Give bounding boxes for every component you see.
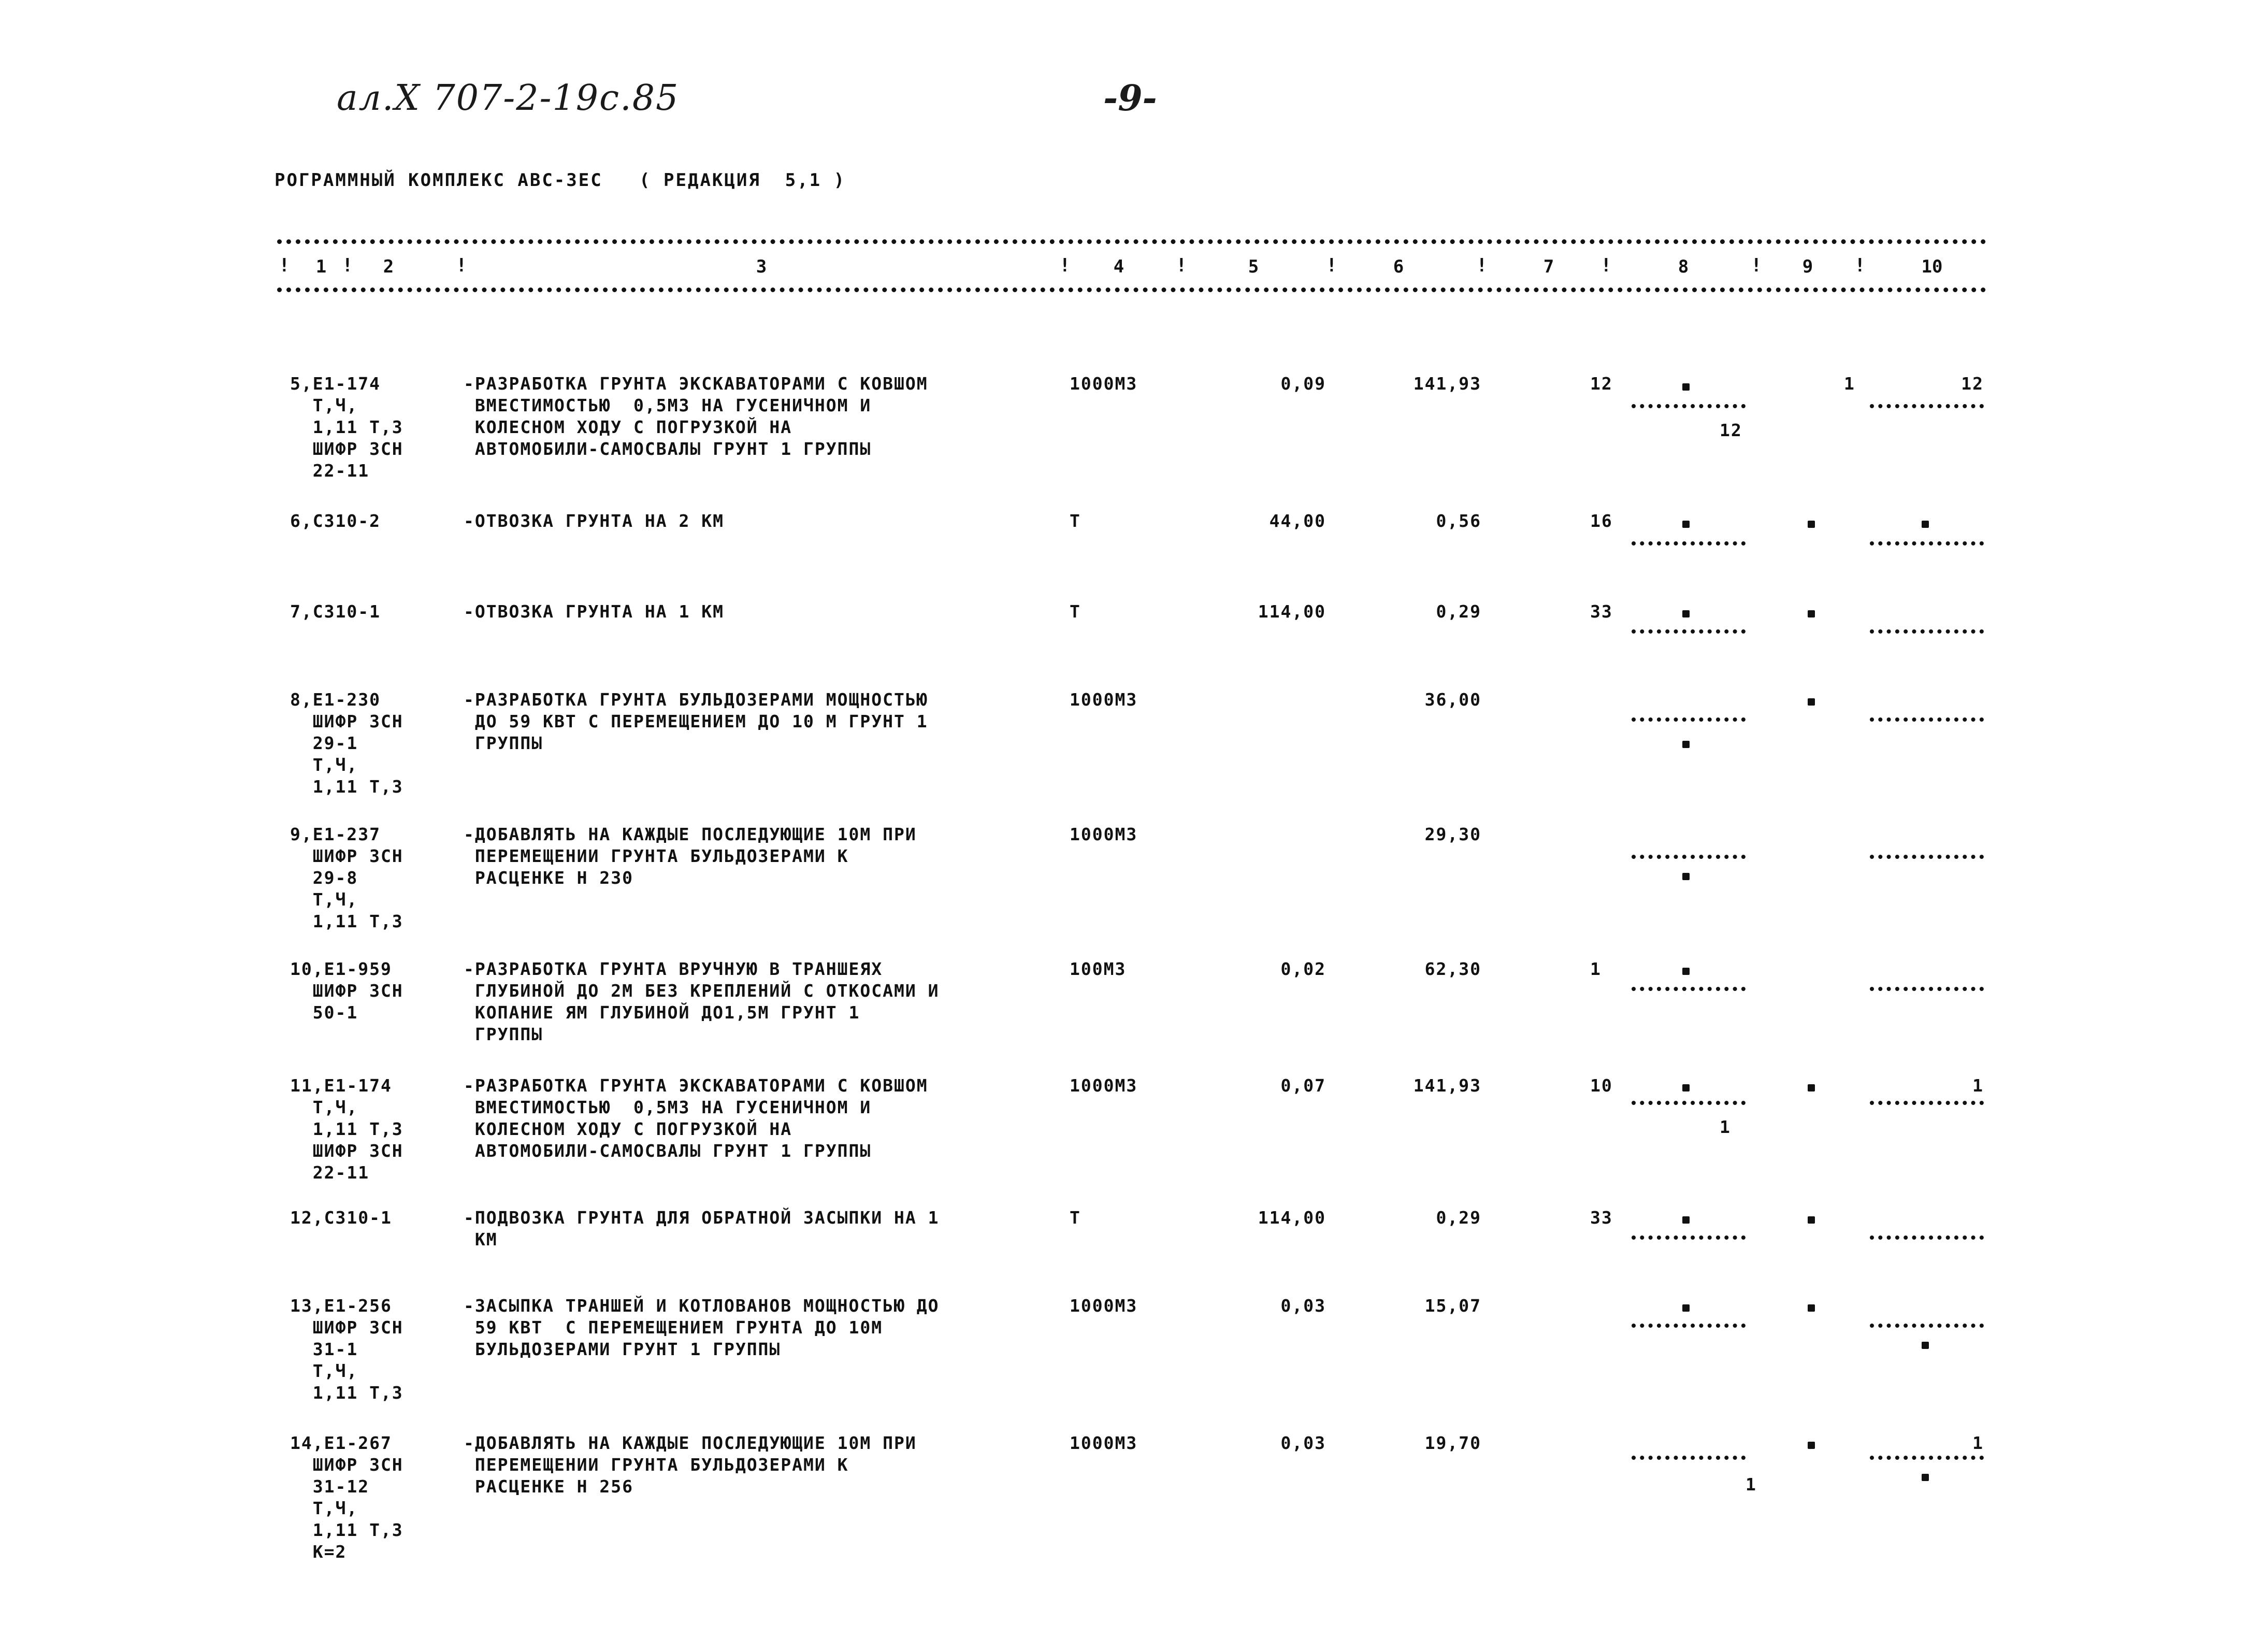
row-code: 6,С310-2 <box>290 511 381 531</box>
header-separator: ! <box>1600 255 1612 276</box>
row-description: -ПОДВОЗКА ГРУНТА ДЛЯ ОБРАТНОЙ ЗАСЫПКИ НА 1 КМ <box>464 1208 940 1249</box>
row-description: -РАЗРАБОТКА ГРУНТА ВРУЧНУЮ В ТРАНШЕЯХ ГЛУБИНОЙ ДО 2М БЕЗ КРЕПЛЕНИЙ С ОТКОСАМИ И КОПАНИЕ ЯМ ГЛУБИНОЙ ДО1,5М ГРУНТ 1 ГРУППЫ <box>464 959 940 1044</box>
header-separator: ! <box>456 255 467 276</box>
row-quantity: 44,00 <box>1269 511 1326 531</box>
header-col-2: 2 <box>383 256 394 277</box>
row-quantity: 0,07 <box>1280 1075 1326 1096</box>
row-col8: 1 <box>1590 959 1602 979</box>
row-description: -ДОБАВЛЯТЬ НА КАЖДЫЕ ПОСЛЕДУЮЩИЕ 10М ПРИ ПЕРЕМЕЩЕНИИ ГРУНТА БУЛЬДОЗЕРАМИ К РАСЦЕНКЕ Н 256 <box>464 1433 917 1497</box>
dot-mark <box>1808 1442 1815 1449</box>
dot-mark <box>1682 968 1690 975</box>
dotted-separator <box>1632 404 1746 408</box>
row-unit: 1000М3 <box>1070 824 1138 844</box>
dot-mark <box>1682 1304 1690 1312</box>
dotted-separator <box>1870 1236 1984 1240</box>
row-price: 29,30 <box>1424 824 1481 844</box>
dot-mark <box>1808 610 1815 617</box>
header-col-3: 3 <box>756 256 767 277</box>
row-description: -ОТВОЗКА ГРУНТА НА 1 КМ <box>464 601 724 622</box>
row-price: 141,93 <box>1413 374 1481 394</box>
row-code: 14,Е1-267 ШИФР 3СН 31-12 Т,Ч, 1,11 Т,3 К=2 <box>290 1433 403 1562</box>
dot-mark <box>1808 698 1815 706</box>
row-unit: 1000М3 <box>1070 1075 1138 1096</box>
dotted-separator <box>1632 1324 1746 1328</box>
dotted-separator <box>1870 855 1984 859</box>
program-title: РОГРАММНЫЙ КОМПЛЕКС АВС-3ЕС ( РЕДАКЦИЯ 5,1 ) <box>275 170 846 191</box>
dot-mark <box>1922 1342 1929 1349</box>
dot-mark <box>1808 1084 1815 1091</box>
row-unit: Т <box>1070 1208 1081 1228</box>
row-code: 13,Е1-256 ШИФР 3СН 31-1 Т,Ч, 1,11 Т,3 <box>290 1296 403 1403</box>
row-col8-sub: 12 <box>1720 420 1742 440</box>
row-unit: 1000М3 <box>1070 1433 1138 1453</box>
row-col8-sub: 1 <box>1720 1117 1731 1137</box>
dotted-separator <box>1870 1456 1984 1460</box>
dotted-separator <box>1870 1324 1984 1328</box>
row-col8: 33 <box>1590 1208 1613 1228</box>
dot-mark <box>1682 741 1690 748</box>
row-code: 8,Е1-230 ШИФР 3СН 29-1 Т,Ч, 1,11 Т,3 <box>290 689 403 797</box>
row-unit: 100М3 <box>1070 959 1127 979</box>
row-col8: 16 <box>1590 511 1613 531</box>
row-code: 12,С310-1 <box>290 1208 392 1228</box>
row-price: 62,30 <box>1424 959 1481 979</box>
row-description: -РАЗРАБОТКА ГРУНТА ЭКСКАВАТОРАМИ С КОВШОМ ВМЕСТИМОСТЬЮ 0,5М3 НА ГУСЕНИЧНОМ И КОЛЕСНОМ ХОДУ С ПОГРУЗКОЙ НА АВТОМОБИЛИ-САМОСВАЛЫ ГРУНТ 1 ГРУППЫ <box>464 1075 928 1161</box>
row-price: 19,70 <box>1424 1433 1481 1453</box>
table-header-rule <box>277 288 1986 292</box>
dot-mark <box>1682 610 1690 617</box>
row-code: 5,Е1-174 Т,Ч, 1,11 Т,3 ШИФР 3СН 22-11 <box>290 374 403 481</box>
row-price: 36,00 <box>1424 689 1481 710</box>
dotted-separator <box>1870 404 1984 408</box>
dotted-separator <box>1870 629 1984 634</box>
header-separator: ! <box>342 255 353 276</box>
dotted-separator <box>1632 1456 1746 1460</box>
dot-mark <box>1682 873 1690 880</box>
row-col8: 12 <box>1590 374 1613 394</box>
header-separator: ! <box>1476 255 1488 276</box>
dotted-separator <box>1632 1101 1746 1105</box>
header-col-7: 7 <box>1543 256 1554 277</box>
dot-mark <box>1682 1084 1690 1091</box>
dot-mark <box>1682 1216 1690 1224</box>
document-code: ал.X 707-2-19с.85 <box>337 78 680 119</box>
dotted-separator <box>1632 855 1746 859</box>
row-col10: 1 <box>1972 1433 1984 1453</box>
header-separator: ! <box>1176 255 1187 276</box>
dotted-separator <box>1870 1101 1984 1105</box>
dot-mark <box>1682 521 1690 528</box>
header-col-8: 8 <box>1678 256 1689 277</box>
row-col8: 10 <box>1590 1075 1613 1096</box>
row-unit: Т <box>1070 511 1081 531</box>
header-separator: ! <box>1751 255 1762 276</box>
dotted-separator <box>1632 1236 1746 1240</box>
row-col8-sub: 1 <box>1746 1474 1757 1495</box>
row-col10: 1 <box>1972 1075 1984 1096</box>
dotted-separator <box>1632 987 1746 991</box>
dot-mark <box>1682 383 1690 391</box>
page-number: -9- <box>1103 78 1157 119</box>
header-col-1: 1 <box>315 256 327 277</box>
table-top-rule <box>277 239 1986 244</box>
row-quantity: 0,09 <box>1280 374 1326 394</box>
row-price: 15,07 <box>1424 1296 1481 1316</box>
row-description: -РАЗРАБОТКА ГРУНТА БУЛЬДОЗЕРАМИ МОЩНОСТЬЮ ДО 59 КВТ С ПЕРЕМЕЩЕНИЕМ ДО 10 М ГРУНТ 1 ГРУППЫ <box>464 689 928 753</box>
row-code: 7,С310-1 <box>290 601 381 622</box>
row-col8: 33 <box>1590 601 1613 622</box>
header-separator: ! <box>279 255 290 276</box>
dotted-separator <box>1632 717 1746 722</box>
header-col-10: 10 <box>1921 256 1943 277</box>
dot-mark <box>1808 1304 1815 1312</box>
header-col-9: 9 <box>1802 256 1813 277</box>
row-description: -ДОБАВЛЯТЬ НА КАЖДЫЕ ПОСЛЕДУЮЩИЕ 10М ПРИ ПЕРЕМЕЩЕНИИ ГРУНТА БУЛЬДОЗЕРАМИ К РАСЦЕНКЕ Н 230 <box>464 824 917 888</box>
header-col-4: 4 <box>1113 256 1124 277</box>
dotted-separator <box>1632 541 1746 545</box>
row-code: 11,Е1-174 Т,Ч, 1,11 Т,3 ШИФР 3СН 22-11 <box>290 1075 403 1183</box>
dotted-separator <box>1632 629 1746 634</box>
row-unit: 1000М3 <box>1070 374 1138 394</box>
row-price: 141,93 <box>1413 1075 1481 1096</box>
row-unit: Т <box>1070 601 1081 622</box>
row-description: -ЗАСЫПКА ТРАНШЕЙ И КОТЛОВАНОВ МОЩНОСТЬЮ ДО 59 КВТ С ПЕРЕМЕЩЕНИЕМ ГРУНТА ДО 10М БУЛЬДОЗЕРАМИ ГРУНТ 1 ГРУППЫ <box>464 1296 940 1359</box>
dotted-separator <box>1870 541 1984 545</box>
header-separator: ! <box>1854 255 1866 276</box>
dot-mark <box>1922 521 1929 528</box>
row-description: -РАЗРАБОТКА ГРУНТА ЭКСКАВАТОРАМИ С КОВШОМ ВМЕСТИМОСТЬЮ 0,5М3 НА ГУСЕНИЧНОМ И КОЛЕСНОМ ХОДУ С ПОГРУЗКОЙ НА АВТОМОБИЛИ-САМОСВАЛЫ ГРУНТ 1 ГРУППЫ <box>464 374 928 459</box>
dot-mark <box>1922 1474 1929 1481</box>
row-quantity: 0,03 <box>1280 1433 1326 1453</box>
row-price: 0,29 <box>1436 601 1481 622</box>
row-unit: 1000М3 <box>1070 689 1138 710</box>
row-quantity: 0,03 <box>1280 1296 1326 1316</box>
row-unit: 1000М3 <box>1070 1296 1138 1316</box>
header-separator: ! <box>1326 255 1337 276</box>
row-code: 9,Е1-237 ШИФР 3СН 29-8 Т,Ч, 1,11 Т,3 <box>290 824 403 931</box>
row-price: 0,29 <box>1436 1208 1481 1228</box>
dotted-separator <box>1870 987 1984 991</box>
row-quantity: 114,00 <box>1258 601 1326 622</box>
header-col-5: 5 <box>1248 256 1259 277</box>
row-description: -ОТВОЗКА ГРУНТА НА 2 КМ <box>464 511 724 531</box>
row-quantity: 0,02 <box>1280 959 1326 979</box>
row-price: 0,56 <box>1436 511 1481 531</box>
header-separator: ! <box>1059 255 1071 276</box>
row-col9: 1 <box>1844 374 1855 394</box>
dotted-separator <box>1870 717 1984 722</box>
row-quantity: 114,00 <box>1258 1208 1326 1228</box>
row-col10: 12 <box>1961 374 1984 394</box>
header-col-6: 6 <box>1393 256 1404 277</box>
dot-mark <box>1808 521 1815 528</box>
row-code: 10,Е1-959 ШИФР 3СН 50-1 <box>290 959 403 1023</box>
dot-mark <box>1808 1216 1815 1224</box>
